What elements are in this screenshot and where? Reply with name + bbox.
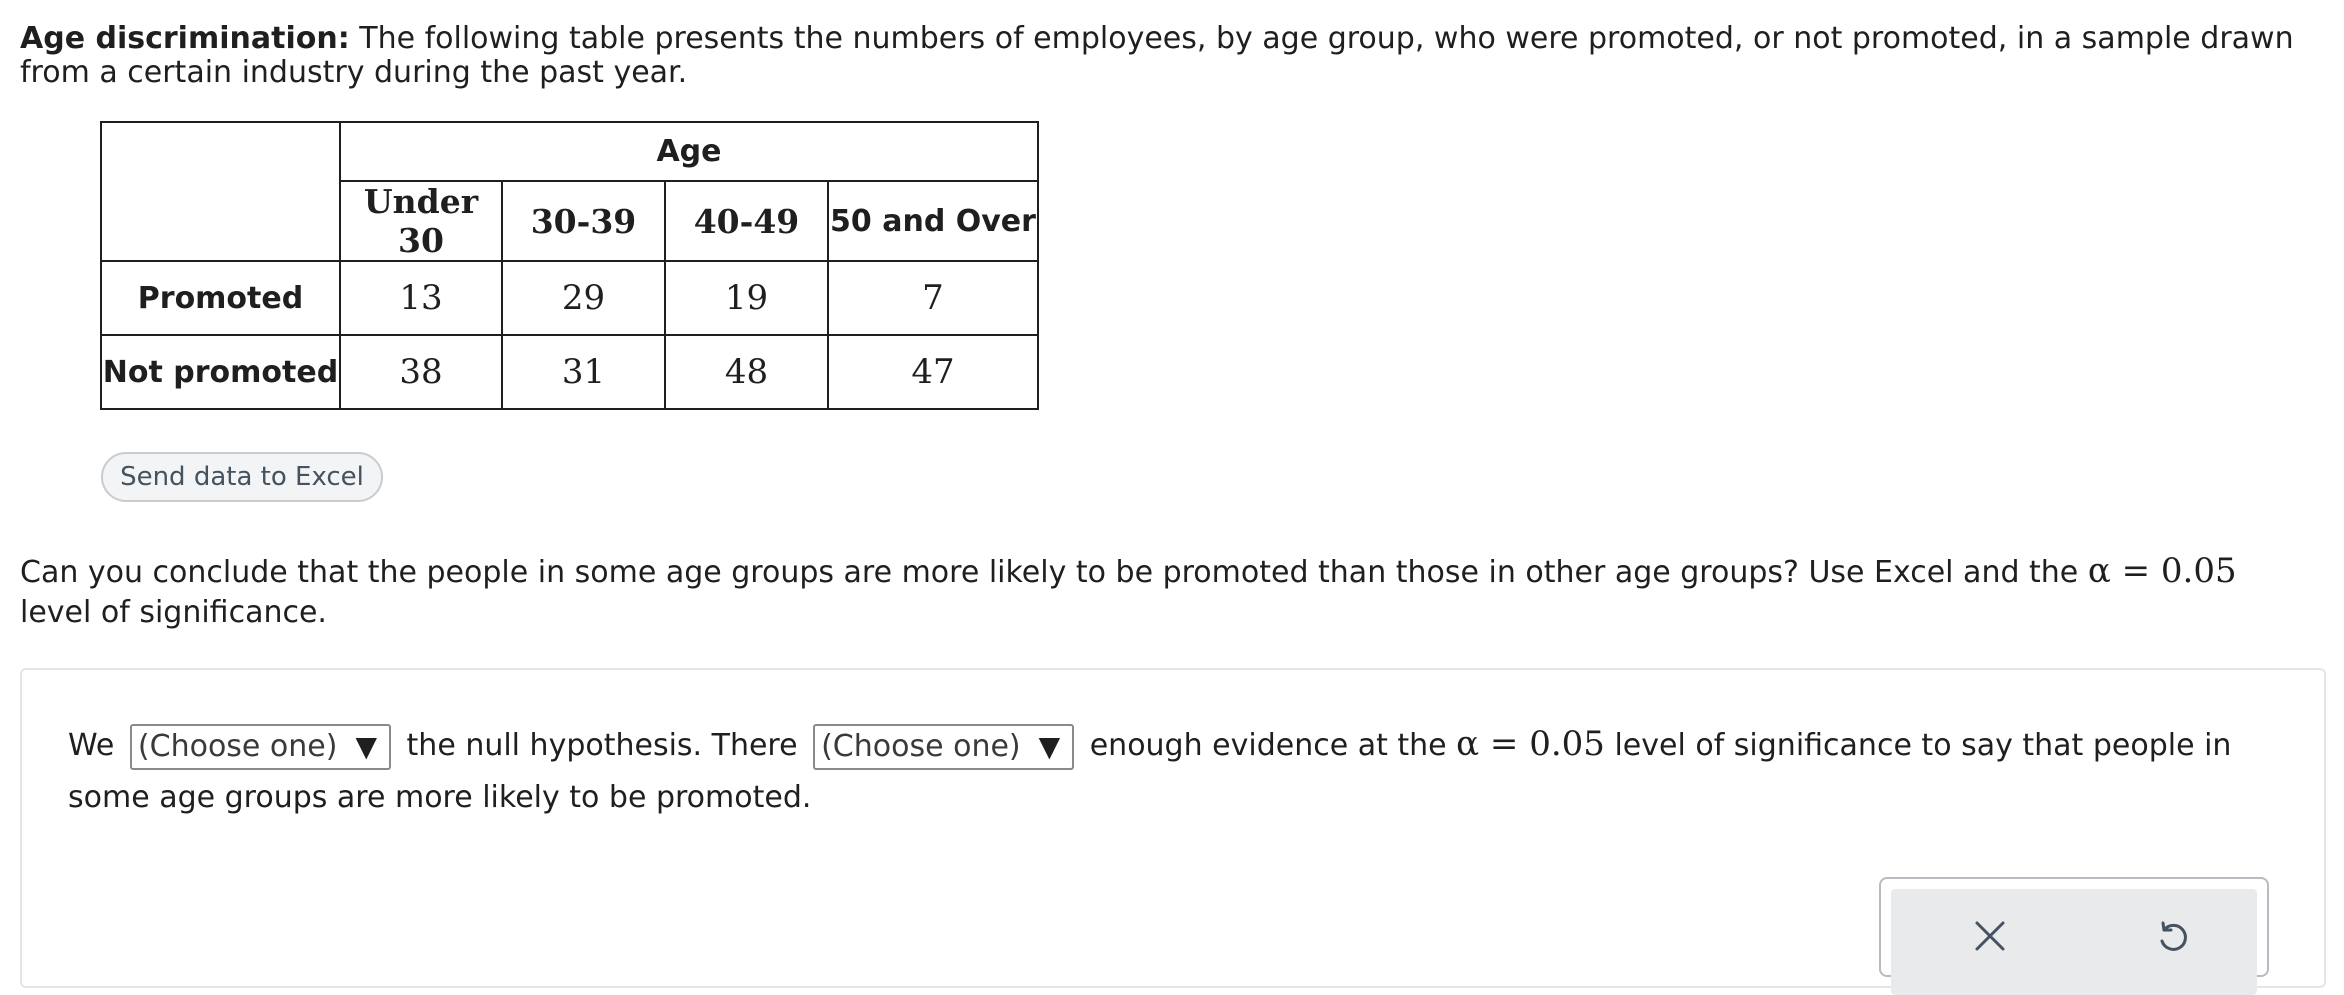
send-to-excel-button[interactable]: Send data to Excel: [101, 452, 383, 502]
answer-sentence: [68, 718, 2318, 824]
table-corner-cell: [101, 122, 340, 261]
answer-text-2: the null hypothesis. There: [406, 728, 798, 763]
table-row: [101, 261, 1038, 335]
table-cell: 48: [665, 335, 828, 409]
problem-title: Age discrimination:: [20, 21, 350, 56]
problem-description: The following table presents the numbers of employees, by age group, who were promoted, or not promoted, in a sample drawn from a certain industry during the past year.: [20, 21, 2294, 90]
toolbox-body: [1891, 889, 2257, 995]
answer-toolbox: [1879, 877, 2269, 977]
select-value: (Choose one): [137, 728, 338, 764]
contingency-table: [100, 121, 1039, 410]
reject-decision-select[interactable]: [130, 724, 391, 770]
column-header: 40-49: [665, 181, 828, 261]
column-header: 30-39: [502, 181, 665, 261]
alpha-value: α = 0.05: [1456, 724, 1605, 764]
problem-intro: [20, 22, 2310, 90]
row-label: Not promoted: [101, 335, 340, 409]
table-row: [101, 335, 1038, 409]
undo-icon[interactable]: [2155, 919, 2191, 955]
answer-text-3: enough evidence at the: [1089, 728, 1457, 763]
close-icon[interactable]: [1973, 919, 2007, 953]
select-value: (Choose one): [821, 728, 1021, 764]
table-header-row: [101, 122, 1038, 181]
answer-text-1: We: [68, 728, 115, 763]
row-label: Promoted: [101, 261, 340, 335]
dropdown-arrow-icon: ▼: [355, 729, 377, 763]
table-cell: 47: [828, 335, 1038, 409]
table-cell: 19: [665, 261, 828, 335]
evidence-select[interactable]: [813, 724, 1074, 770]
table-cell: 31: [502, 335, 665, 409]
answer-text-4: level of significance to say that people in some age groups are more likely to be promoted.: [68, 728, 2232, 815]
table-cell: 13: [340, 261, 502, 335]
question-lead: Can you conclude that the people in some age groups are more likely to be promoted than those in other age groups? Use Excel and the: [20, 555, 2088, 590]
question-tail: level of significance.: [20, 595, 327, 630]
table-cell: 7: [828, 261, 1038, 335]
column-header: Under 30: [340, 181, 502, 261]
question-text: [20, 551, 2310, 633]
age-group-header: Age: [340, 122, 1038, 181]
dropdown-arrow-icon: ▼: [1038, 729, 1061, 763]
column-header: 50 and Over: [828, 181, 1038, 261]
alpha-value: α = 0.05: [2087, 551, 2237, 591]
table-cell: 29: [502, 261, 665, 335]
table-cell: 38: [340, 335, 502, 409]
